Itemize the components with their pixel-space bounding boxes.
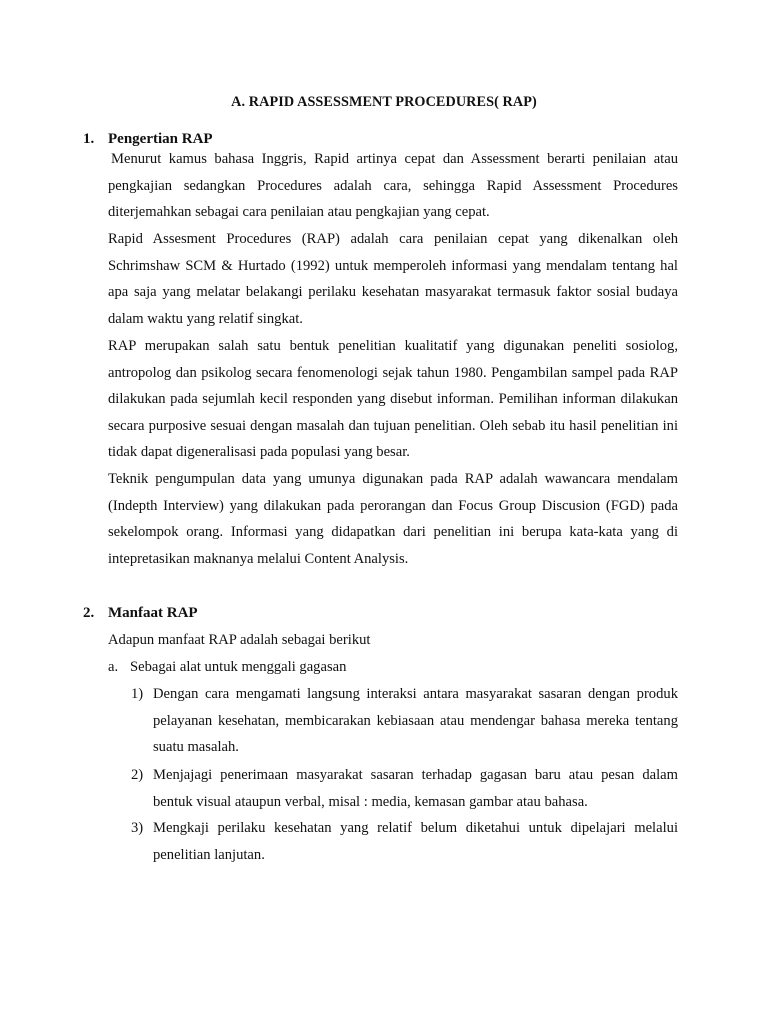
list-item-a (108, 659, 346, 676)
section-2-title: Manfaat RAP (108, 605, 198, 621)
list-item-a-text: Sebagai alat untuk menggali gagasan (130, 659, 347, 675)
sub-item-3-text: Mengkaji perilaku kesehatan yang relatif belum diketahui untuk dipelajari melalui penelitian lanjutan. (153, 820, 678, 863)
section-2-number: 2. (83, 605, 95, 621)
list-item-a-mark: a. (108, 659, 119, 675)
sub-item-1-mark: 1) (131, 686, 144, 702)
section-1-number: 1. (83, 131, 95, 147)
sub-item-2-mark: 2) (131, 767, 144, 783)
section-2-intro: Adapun manfaat RAP adalah sebagai berikut (108, 632, 371, 648)
sub-item-2-text: Menjajagi penerimaan masyarakat sasaran terhadap gagasan baru atau pesan dalam bentuk visual ataupun verbal, misal : media, kemasan gambar atau bahasa. (153, 767, 678, 810)
section-1-paragraph-2: Rapid Assesment Procedures (RAP) adalah cara penilaian cepat yang dikenalkan oleh Schrimshaw SCM & Hurtado (1992) untuk memperoleh informasi yang mendalam tentang hal apa saja yang melatar belakangi perilaku kesehatan masyarakat termasuk faktor sosial budaya dalam waktu yang relatif singkat. (108, 231, 678, 327)
document-title: A. RAPID ASSESSMENT PROCEDURES( RAP) (231, 94, 537, 110)
section-1-title: Pengertian RAP (108, 131, 213, 147)
section-2-heading (83, 605, 198, 622)
section-1-paragraph-1: Menurut kamus bahasa Inggris, Rapid artinya cepat dan Assessment berarti penilaian atau pengkajian sedangkan Procedures adalah cara, sehingga Rapid Assessment Procedures diterjemahkan sebagai cara penilaian atau pengkajian yang cepat. (108, 151, 678, 221)
section-1-paragraph-3: RAP merupakan salah satu bentuk penelitian kualitatif yang digunakan peneliti sosiolog, antropolog dan psikolog secara fenomenologi sejak tahun 1980. Pengambilan sampel pada RAP dilakukan pada sejumlah kecil responden yang disebut informan. Pemilihan informan dilakukan secara purposive sesuai dengan masalah dan tujuan penelitian. Oleh sebab itu hasil penelitian ini tidak dapat digeneralisasi pada populasi yang besar. (108, 338, 678, 461)
section-1-paragraph-4: Teknik pengumpulan data yang umunya digunakan pada RAP adalah wawancara mendalam (Indepth Interview) yang dilakukan pada perorangan dan Focus Group Discusion (FGD) pada sekelompok orang. Informasi yang didapatkan dari penelitian ini berupa kata-kata yang di intepretasikan maknanya melalui Content Analysis. (108, 471, 678, 567)
sub-item-1-text: Dengan cara mengamati langsung interaksi antara masyarakat sasaran dengan produk pelayanan kesehatan, membicarakan kebiasaan atau mendengar bahasa mereka tentang suatu masalah. (153, 686, 678, 756)
sub-item-3-mark: 3) (131, 820, 144, 836)
